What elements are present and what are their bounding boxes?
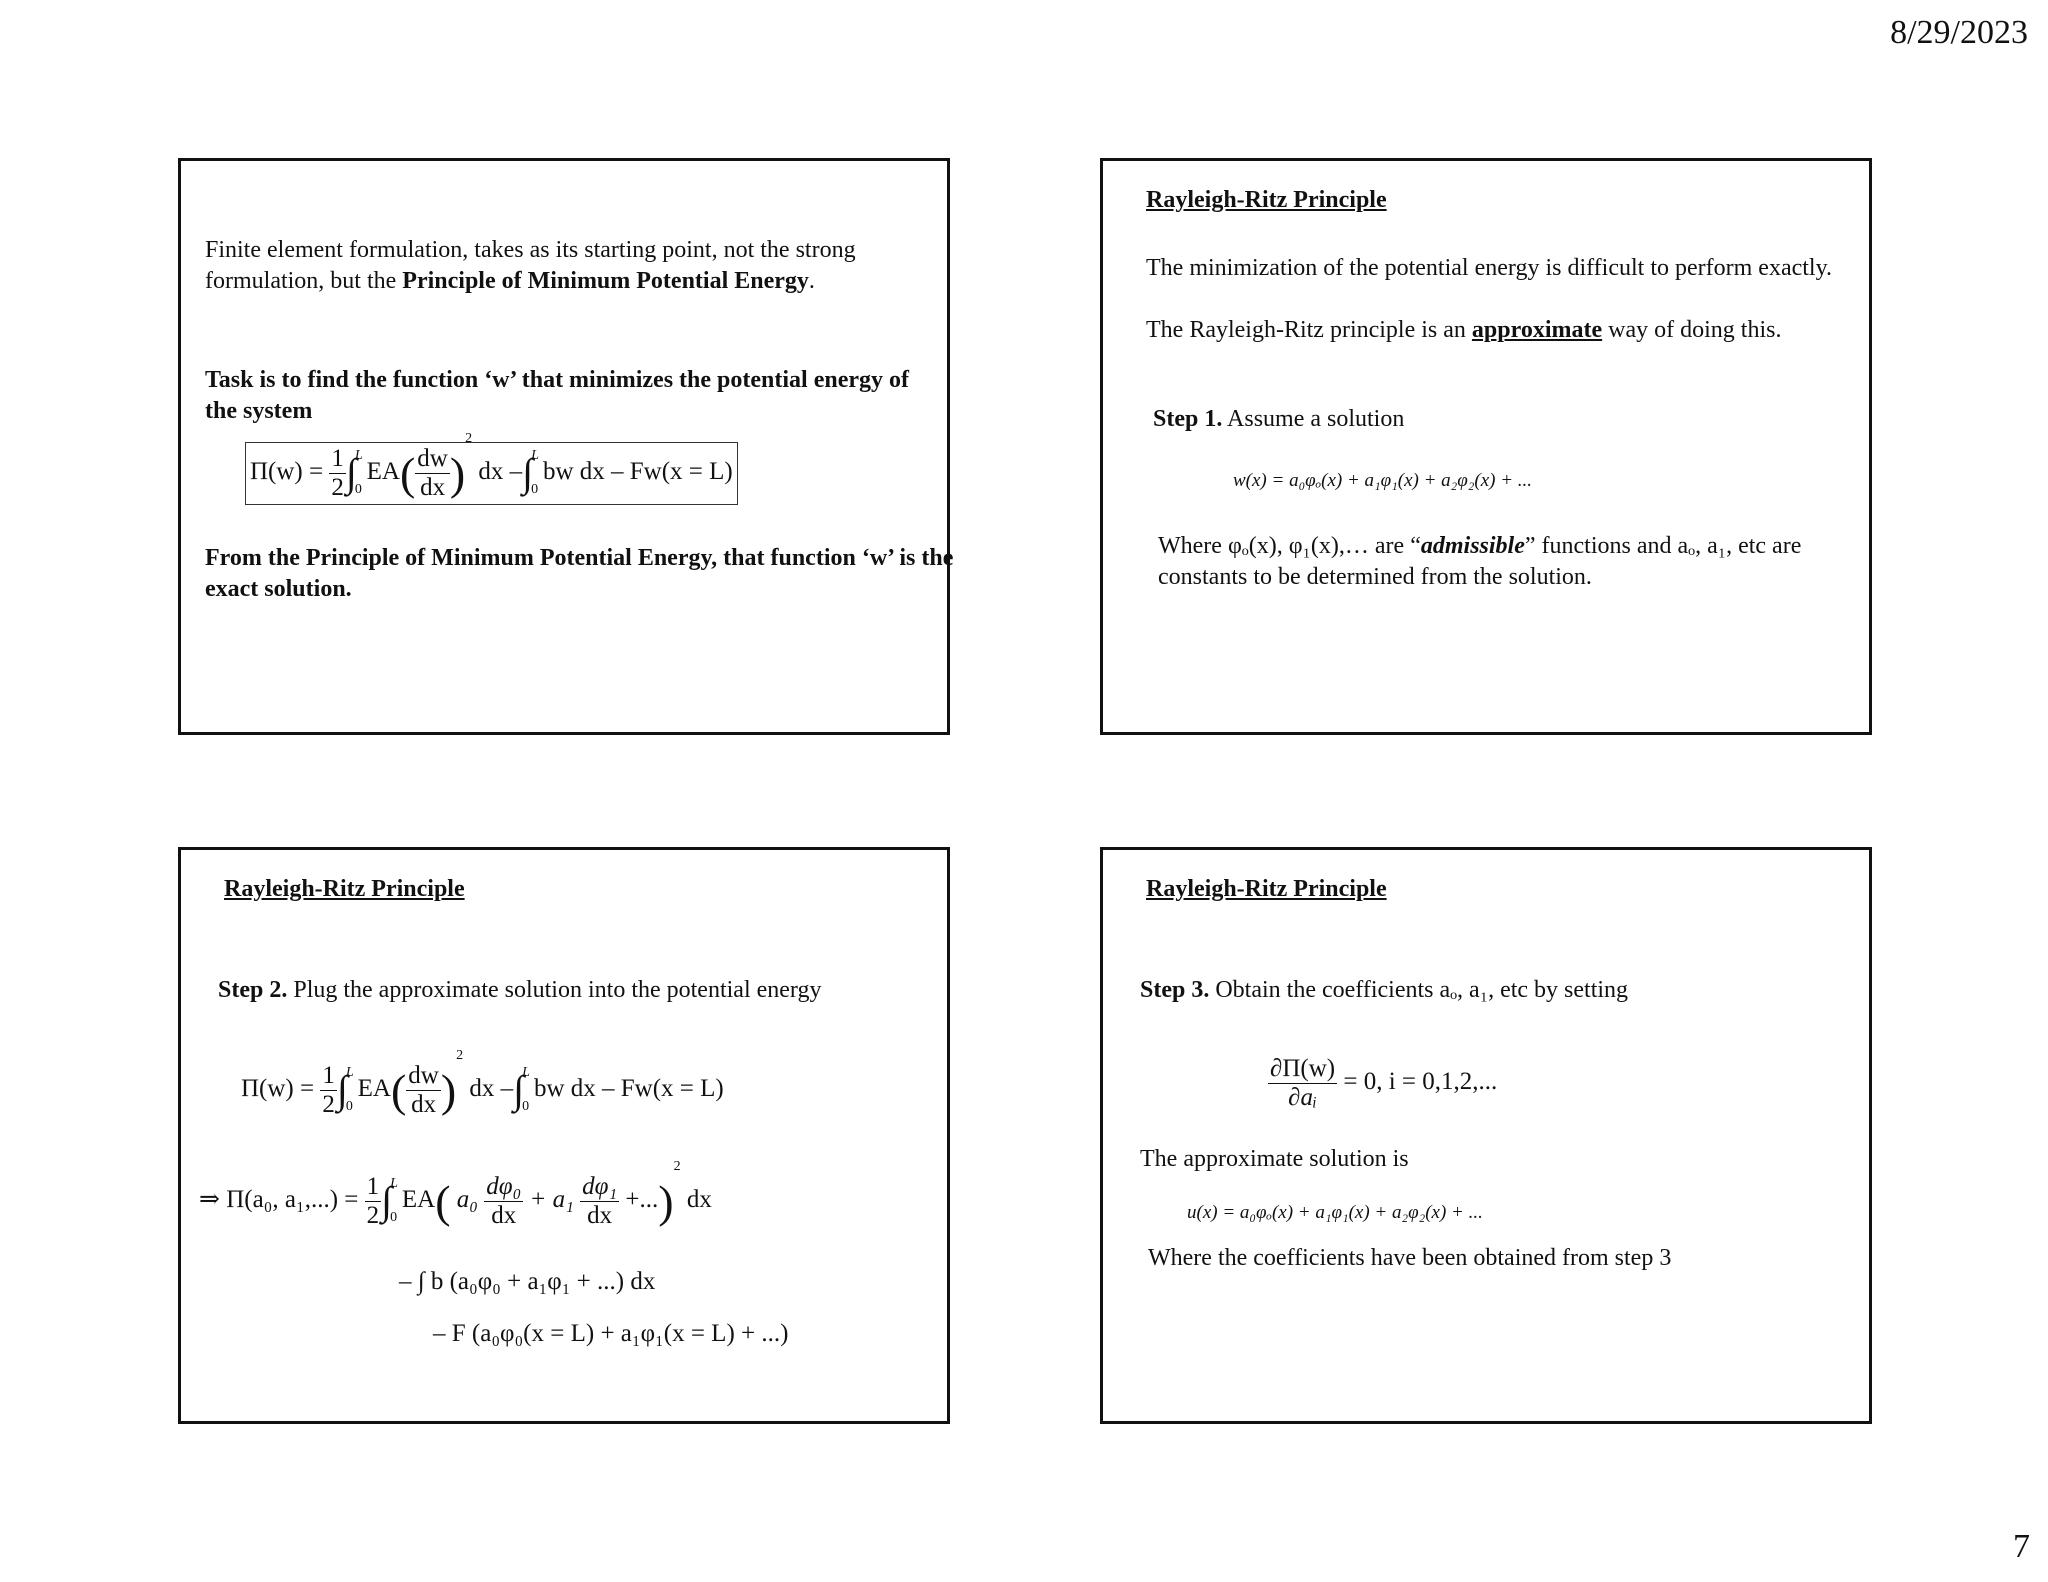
- upper-limit-3: L: [345, 1064, 354, 1080]
- half-den-2: 2: [322, 1091, 335, 1118]
- intro-end: .: [808, 268, 815, 294]
- right-paren-2: ): [440, 1065, 457, 1116]
- a0-coef: a₀: [456, 1186, 478, 1214]
- slide-4-heading: Rayleigh-Ritz Principle: [1146, 876, 1387, 902]
- potential-energy-equation-2: [241, 1048, 724, 1119]
- line2-pre: The Rayleigh-Ritz principle is an: [1146, 317, 1472, 343]
- step-3-text: Obtain the coefficients aₒ, a₁, etc by setting: [1209, 977, 1629, 1003]
- integral-sign-3: ∫: [336, 1067, 348, 1112]
- dw-num-2: dw: [408, 1062, 439, 1089]
- half-den-3: 2: [366, 1202, 380, 1229]
- partial-den: ∂aᵢ: [1288, 1084, 1317, 1111]
- step-3: [1140, 975, 1628, 1006]
- power-2b: 2: [456, 1048, 464, 1063]
- partial-num: ∂Π(w): [1270, 1055, 1336, 1082]
- approx-solution-label: The approximate solution is: [1140, 1146, 1409, 1172]
- dw-num: dw: [417, 445, 448, 472]
- ea-term-2: EA: [357, 1075, 391, 1103]
- plus-a1: + a₁: [529, 1186, 574, 1214]
- intro-paragraph: [205, 235, 885, 297]
- step-2-label: Step 2.: [218, 977, 288, 1003]
- conclusion-text: From the Principle of Minimum Potential Energy, that function ‘w’ is the exact solution.: [205, 545, 954, 602]
- half-num-2: 1: [322, 1062, 335, 1089]
- dw-dx-fraction: [415, 445, 450, 502]
- upper-limit-5: L: [390, 1175, 398, 1191]
- lower-limit-2: 0: [531, 481, 539, 497]
- left-paren-3: (: [435, 1176, 451, 1227]
- eq2-lhs: ⇒ Π(a₀, a₁,...) =: [199, 1186, 359, 1214]
- coefficients-note: Where the coefficients have been obtained from step 3: [1148, 1245, 1672, 1271]
- slide-2-line-1: The minimization of the potential energy is difficult to perform exactly.: [1146, 255, 1833, 281]
- intro-bold: Principle of Minimum Potential Energy: [402, 268, 809, 294]
- slide-2-line-2: [1146, 315, 1866, 346]
- integral-sign-4: ∫: [513, 1067, 525, 1112]
- stationarity-condition: [1268, 1055, 1497, 1112]
- partial-fraction: [1268, 1055, 1337, 1112]
- step-2: [218, 975, 821, 1006]
- slide-4: [1100, 847, 1872, 1424]
- slide-1: [178, 158, 954, 735]
- slide-3: [178, 847, 950, 1424]
- ea-term-3: EA: [401, 1186, 436, 1214]
- page-number: 7: [2013, 1528, 2030, 1565]
- step-1-label: Step 1.: [1153, 406, 1223, 432]
- integral-sign: ∫: [345, 450, 357, 495]
- plus-ellipsis: +...: [625, 1186, 659, 1214]
- right-paren-3: ): [658, 1176, 674, 1227]
- slide-3-heading: Rayleigh-Ritz Principle: [224, 876, 465, 902]
- step-1-text: Assume a solution: [1222, 406, 1405, 432]
- half-fraction: [329, 445, 346, 502]
- approx-solution-equation: u(x) = a₀φₒ(x) + a₁φ₁(x) + a₂φ₂(x) + ...: [1187, 1202, 1483, 1223]
- half-fraction-3: [365, 1173, 382, 1230]
- line2-post: way of doing this.: [1602, 317, 1782, 343]
- step-1: [1153, 404, 1404, 435]
- integral-sign-2: ∫: [522, 450, 534, 495]
- intro-text: Finite element formulation, takes as its starting point, not the strong formulation, but the: [205, 237, 856, 294]
- lower-limit-5: 0: [390, 1209, 398, 1225]
- half-num-3: 1: [366, 1173, 380, 1200]
- lower-limit-4: 0: [522, 1098, 530, 1114]
- lower-limit: 0: [354, 481, 362, 497]
- dw-dx-fraction-2: [406, 1062, 441, 1119]
- half-num: 1: [331, 445, 344, 472]
- step-2-text: Plug the approximate solution into the potential energy: [287, 977, 822, 1003]
- lower-limit-3: 0: [345, 1098, 353, 1114]
- bw-term-2: bw dx – Fw(x = L): [533, 1075, 724, 1103]
- dphi1-den: dx: [587, 1202, 613, 1229]
- dphi1-num: dφ₁: [582, 1173, 618, 1200]
- point-load-term: – F (a₀φ₀(x = L) + a₁φ₁(x = L) + ...): [433, 1320, 789, 1347]
- dphi0-fraction: [484, 1173, 523, 1230]
- integral-sign-5: ∫: [381, 1178, 393, 1223]
- left-paren: (: [399, 448, 416, 499]
- power-2: 2: [465, 431, 473, 446]
- slide-2: [1100, 158, 1872, 735]
- upper-limit-4: L: [522, 1064, 530, 1080]
- task-text: Task is to find the function ‘w’ that minimizes the potential energy of the system: [205, 367, 909, 424]
- eq1-lhs: Π(w) =: [241, 1075, 315, 1103]
- upper-limit: L: [354, 447, 363, 463]
- slide-2-heading: Rayleigh-Ritz Principle: [1146, 187, 1387, 213]
- where-text: [1158, 531, 1818, 593]
- upper-limit-2: L: [531, 447, 539, 463]
- step-3-label: Step 3.: [1140, 977, 1210, 1003]
- dx-end: dx: [686, 1186, 712, 1214]
- dphi0-num: dφ₀: [486, 1173, 522, 1200]
- body-force-term: – ∫ b (a₀φ₀ + a₁φ₁ + ...) dx: [399, 1268, 656, 1295]
- dx-term-2: dx –: [469, 1075, 514, 1103]
- header-date: 8/29/2023: [1890, 14, 2028, 51]
- ea-term: EA: [366, 458, 400, 486]
- where-post: ” functions and aₒ, a₁, etc are constants to be determined from the solution.: [1158, 533, 1802, 590]
- left-paren-2: (: [390, 1065, 407, 1116]
- dx-term: dx –: [478, 458, 523, 486]
- expanded-energy-equation: [199, 1159, 712, 1230]
- assumed-solution-equation: w(x) = a₀φₒ(x) + a₁φ₁(x) + a₂φ₂(x) + ...: [1233, 470, 1533, 491]
- potential-energy-equation: [245, 431, 738, 505]
- eq-lhs: Π(w) =: [250, 458, 324, 486]
- right-paren: ): [449, 448, 466, 499]
- where-pre: Where φₒ(x), φ₁(x),… are “: [1158, 533, 1421, 559]
- partial-rhs: = 0, i = 0,1,2,...: [1343, 1068, 1498, 1096]
- power-2c: 2: [673, 1159, 681, 1174]
- admissible-word: admissible: [1420, 533, 1525, 559]
- dx-den-2: dx: [411, 1091, 437, 1118]
- bw-term: bw dx – Fw(x = L): [542, 458, 733, 486]
- approximate-word: approximate: [1471, 317, 1603, 343]
- half-den: 2: [331, 474, 344, 501]
- dx-den: dx: [420, 474, 446, 501]
- dphi0-den: dx: [491, 1202, 517, 1229]
- dphi1-fraction: [580, 1173, 619, 1230]
- half-fraction-2: [320, 1062, 337, 1119]
